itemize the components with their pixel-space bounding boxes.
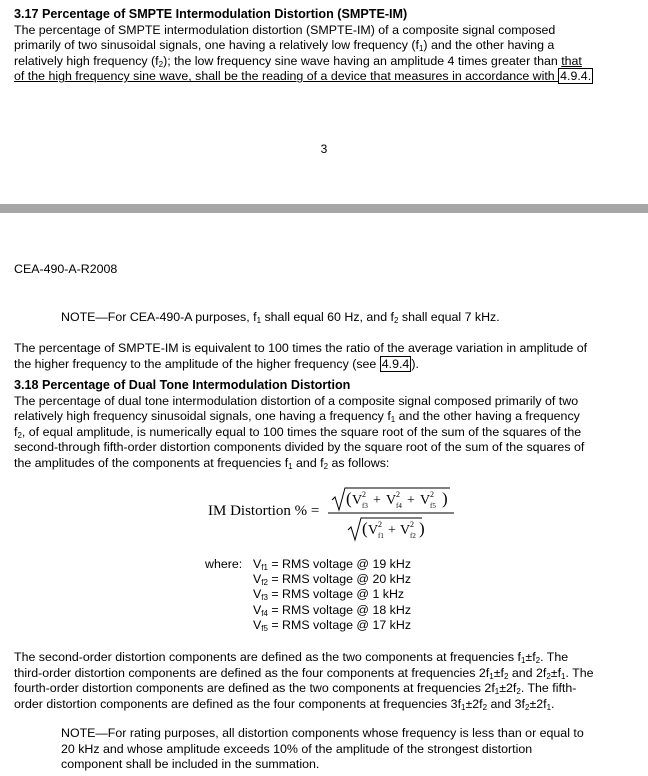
text: that: [561, 53, 582, 68]
term-sub: f1: [378, 532, 384, 540]
term-exp: 2: [362, 490, 366, 499]
paragraph-line: [14, 697, 642, 713]
paragraph-line: [14, 357, 639, 373]
term-v: V: [420, 493, 431, 508]
text: ).: [411, 356, 419, 371]
text: ); the low frequency sine wave having an amplitude 4 times greater than: [163, 53, 562, 68]
text: third-order distortion components are defined as the four components at frequencies 2f: [14, 665, 490, 680]
subscript: 2: [524, 702, 530, 712]
paragraph-line: [14, 23, 639, 39]
paren-open: (: [346, 489, 352, 508]
paragraph-line: 20 kHz and whose amplitude exceeds 10% of the amplitude of the strongest distortion: [61, 741, 533, 756]
variable: $V_{f1}$: [253, 557, 268, 572]
term-v: V: [368, 523, 379, 538]
subscript: f4: [261, 608, 268, 618]
variable: $V_{f2}$: [253, 572, 268, 588]
section-heading: 3.18 Percentage of Dual Tone Intermodulation Distortion: [14, 378, 351, 392]
definition-text: = RMS voltage @ 1 kHz: [267, 587, 405, 602]
paragraph-line: [14, 425, 639, 441]
paragraph-line: [14, 456, 639, 472]
subscript: 2: [158, 59, 164, 69]
section-heading: 3.17 Percentage of SMPTE Intermodulation Distortion (SMPTE-IM): [14, 7, 408, 21]
formula-label: IM Distortion % =: [208, 503, 320, 519]
denominator-terms: [368, 520, 416, 540]
distortion-order-paragraph: [14, 650, 642, 712]
text: ±f: [550, 665, 562, 680]
text: ±2f: [499, 681, 517, 696]
definition-row: [205, 587, 411, 602]
paragraph-line: [14, 38, 639, 54]
formula-fraction: [326, 486, 466, 546]
definition-row: [205, 603, 411, 618]
text: and f: [292, 455, 324, 470]
text: . The: [565, 665, 594, 680]
section-3-17: [14, 7, 639, 85]
paragraph-line: second-through fifth-order distortion components divided by the square root of the sum of the squares of: [14, 440, 585, 455]
definition-text: = RMS voltage @ 18 kHz: [267, 602, 412, 617]
text: and 2f: [508, 665, 547, 680]
text: relatively high frequency (f: [14, 53, 159, 68]
subscript: 2: [516, 687, 521, 697]
subscript: 2: [482, 702, 488, 712]
plus-sign: +: [373, 493, 381, 508]
term-sub: f4: [396, 502, 402, 510]
subscript: f1: [261, 563, 268, 572]
text: and the other having a frequency: [395, 409, 580, 424]
text: ±2f: [529, 696, 547, 711]
paragraph-line: [14, 681, 642, 697]
note-paragraph: [61, 726, 641, 773]
paren-close: ): [419, 519, 425, 538]
text: . The: [540, 650, 569, 664]
variable: $V_{f5}$: [253, 617, 268, 633]
paragraph-line: [14, 54, 639, 70]
subscript: 1: [288, 461, 293, 471]
text: .: [551, 696, 555, 711]
cross-reference-link[interactable]: 4.9.4.: [560, 69, 592, 84]
variable: $V_{f4}$: [253, 602, 268, 618]
subscript: 1: [418, 44, 424, 54]
text: f: [14, 424, 18, 439]
paragraph-line: [14, 69, 639, 85]
term-exp: 2: [378, 520, 382, 529]
paragraph-line: component shall be included in the summation.: [61, 757, 320, 772]
text: relatively high frequency sinusoidal signals, one having a frequency f: [14, 409, 391, 424]
subscript: 1: [546, 702, 552, 712]
plus-sign: +: [407, 493, 415, 508]
document-id: CEA-490-A-R2008: [14, 262, 118, 276]
page-divider: [0, 204, 648, 213]
smpte-paragraph: [14, 341, 639, 372]
page-number: 3: [320, 142, 328, 156]
text: the higher frequency to the amplitude of the higher frequency (see: [14, 356, 380, 371]
term-sub: f2: [410, 532, 416, 540]
subscript: f5: [261, 623, 268, 633]
term-exp: 2: [430, 490, 434, 499]
subscript: 1: [461, 702, 466, 712]
subscript: f3: [261, 593, 268, 603]
term-exp: 2: [396, 490, 400, 499]
text: The second-order distortion components are defined as the two components at frequencies f: [14, 650, 521, 664]
im-distortion-formula: [208, 486, 468, 546]
text: ±f: [525, 650, 536, 664]
where-label: where:: [205, 557, 243, 571]
term-v: V: [400, 523, 411, 538]
subscript: 1: [489, 671, 494, 681]
variable: $V_{f3}$: [253, 587, 268, 603]
subscript: 2: [17, 430, 22, 440]
subscript: 1: [390, 415, 396, 425]
subscript: 2: [535, 656, 541, 665]
paragraph-line: The percentage of dual tone intermodulation distortion of a composite signal composed primarily of two: [14, 393, 579, 408]
text: the amplitudes of the components at frequencies f: [14, 455, 289, 470]
text: ±2f: [465, 696, 483, 711]
definition-text: = RMS voltage @ 20 kHz: [267, 572, 412, 587]
definition-row: [205, 572, 411, 587]
term-v: V: [352, 493, 363, 508]
text: shall equal 7 kHz.: [398, 310, 500, 324]
paragraph-line: [14, 650, 642, 666]
variable-definitions: [205, 557, 411, 633]
definition-row: [205, 618, 411, 633]
subscript: 2: [393, 316, 399, 325]
text: of the high frequency sine wave, shall be the reading of a device that measures in accordance with: [14, 69, 559, 84]
paren-close: ): [442, 489, 448, 508]
term-exp: 2: [410, 520, 414, 529]
note-paragraph: [61, 310, 500, 326]
subscript: 2: [323, 461, 329, 471]
text: , of equal amplitude, is numerically equal to 100 times the square root of the sum of the squares of the: [21, 424, 582, 439]
section-3-18: [14, 378, 639, 472]
subscript: f2: [261, 578, 268, 588]
subscript: 1: [561, 671, 566, 681]
paragraph-line: The percentage of SMPTE-IM is equivalent to 100 times the ratio of the average variation in amplitude of: [14, 341, 588, 355]
plus-sign: +: [388, 523, 396, 538]
term-v: V: [386, 493, 397, 508]
cross-reference-link[interactable]: 4.9.4: [381, 356, 410, 371]
paragraph-line: NOTE—For rating purposes, all distortion components whose frequency is less than or equal to: [61, 726, 584, 740]
term-sub: f5: [430, 502, 436, 510]
text: . The fifth-: [520, 681, 577, 696]
subscript: 1: [520, 656, 526, 665]
paren-open: (: [362, 519, 368, 538]
text: fourth-order distortion components are defined as the two components at frequencies 2f: [14, 681, 495, 696]
text: order distortion components are defined as the four components at frequencies 3f: [14, 696, 462, 711]
subscript: 2: [503, 671, 509, 681]
definition-text: = RMS voltage @ 17 kHz: [267, 617, 412, 632]
subscript: 2: [546, 671, 551, 681]
term-sub: f3: [362, 502, 368, 510]
text: shall equal 60 Hz, and f: [261, 310, 394, 324]
text: as follows:: [328, 455, 390, 470]
text: ±f: [493, 665, 504, 680]
text: The percentage of SMPTE intermodulation distortion (SMPTE-IM) of a composite signal composed: [14, 22, 556, 37]
subscript: 1: [256, 316, 262, 325]
text: NOTE—For CEA-490-A purposes, f: [61, 310, 257, 324]
text: ) and the other having a: [423, 38, 555, 53]
text: and 3f: [487, 696, 525, 711]
paragraph-line: [14, 409, 639, 425]
definition-row: [205, 557, 411, 572]
definition-text: = RMS voltage @ 19 kHz: [267, 557, 412, 571]
text: primarily of two sinusoidal signals, one having a relatively low frequency (f: [14, 38, 419, 53]
subscript: 1: [494, 687, 500, 697]
paragraph-line: [14, 666, 642, 682]
numerator-terms: [352, 490, 436, 510]
